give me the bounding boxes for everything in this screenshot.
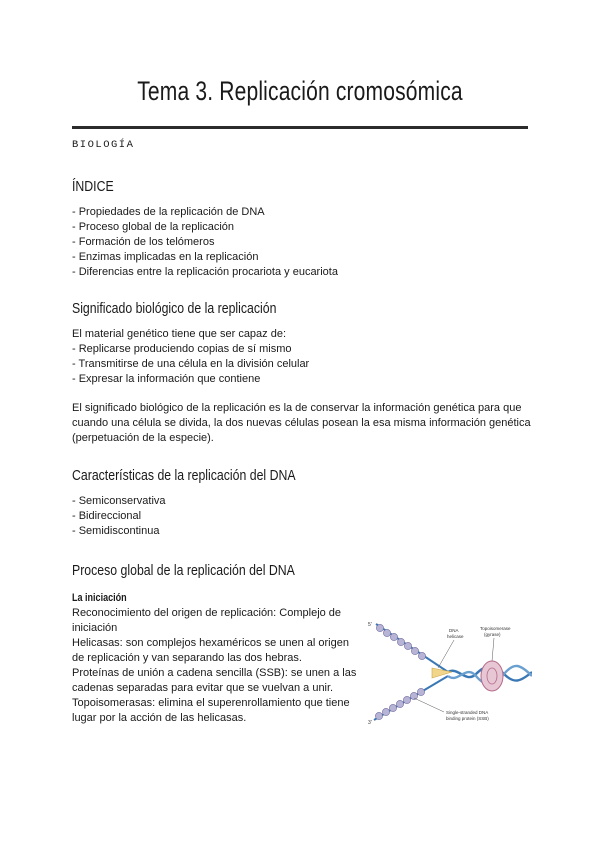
caracteristicas-item: - Semiconservativa <box>72 495 166 507</box>
iniciacion-text <box>72 606 358 726</box>
page-title: Tema 3. Replicación cromosómica <box>137 76 463 106</box>
iniciacion-line: Reconocimiento del origen de replicación: Complejo de iniciación <box>72 607 342 634</box>
label-ssb-2: binding protein (SSB) <box>446 716 489 721</box>
iniciacion-line: Helicasas: son complejos hexaméricos se unen al origen de replicación y van separando las dos hebras. <box>72 637 349 664</box>
iniciacion-line: Topoisomerasas: elimina el superenrollamiento que tiene lugar por la acción de las helicasas. <box>72 697 350 724</box>
significado-line: - Replicarse produciendo copias de sí mismo <box>72 343 292 355</box>
topoisomerase-shape <box>481 661 503 691</box>
significado-line: - Transmitirse de una célula en la división celular <box>72 358 310 370</box>
replication-fork-figure <box>366 612 532 734</box>
caracteristicas-item: - Semidiscontinua <box>72 525 160 537</box>
label-topo-1: Topoisomerase <box>480 626 511 631</box>
title-divider <box>72 126 528 129</box>
iniciacion-line: Proteínas de unión a cadena sencilla (SSB): se unen a las cadenas separadas para evitar que se vuelvan a unir. <box>72 667 357 694</box>
indice-list <box>72 205 532 280</box>
subject-label: BIOLOGÍA <box>72 139 135 151</box>
proceso-heading: Proceso global de la replicación del DNA <box>72 562 295 579</box>
label-3prime: 3' <box>368 720 372 726</box>
caracteristicas-item: - Bidireccional <box>72 510 142 522</box>
indice-item: - Proceso global de la replicación <box>72 221 235 233</box>
label-helicase-1: DNA <box>449 628 459 633</box>
label-topo-2: (gyrase) <box>484 632 501 637</box>
significado-paragraph: El significado biológico de la replicación es la de conservar la información genética para que cuando una célula se divida, la dos nuevas células posean la esa misma información genética (perpetuación de la especie). <box>72 402 531 444</box>
significado-list <box>72 327 532 387</box>
iniciacion-subheading: La iniciación <box>72 592 127 604</box>
significado-line: El material genético tiene que ser capaz de: <box>72 328 287 340</box>
label-5prime: 5' <box>368 622 372 628</box>
indice-item: - Diferencias entre la replicación procariota y eucariota <box>72 266 338 278</box>
indice-item: - Formación de los telómeros <box>72 236 215 248</box>
label-ssb-1: Single-stranded DNA <box>446 710 489 715</box>
significado-heading: Significado biológico de la replicación <box>72 300 277 317</box>
caracteristicas-heading: Características de la replicación del DNA <box>72 467 296 484</box>
indice-item: - Propiedades de la replicación de DNA <box>72 206 265 218</box>
label-helicase-2: helicase <box>447 634 464 639</box>
indice-item: - Enzimas implicadas en la replicación <box>72 251 259 263</box>
indice-heading: ÍNDICE <box>72 178 114 195</box>
caracteristicas-list <box>72 494 532 539</box>
significado-line: - Expresar la información que contiene <box>72 373 261 385</box>
